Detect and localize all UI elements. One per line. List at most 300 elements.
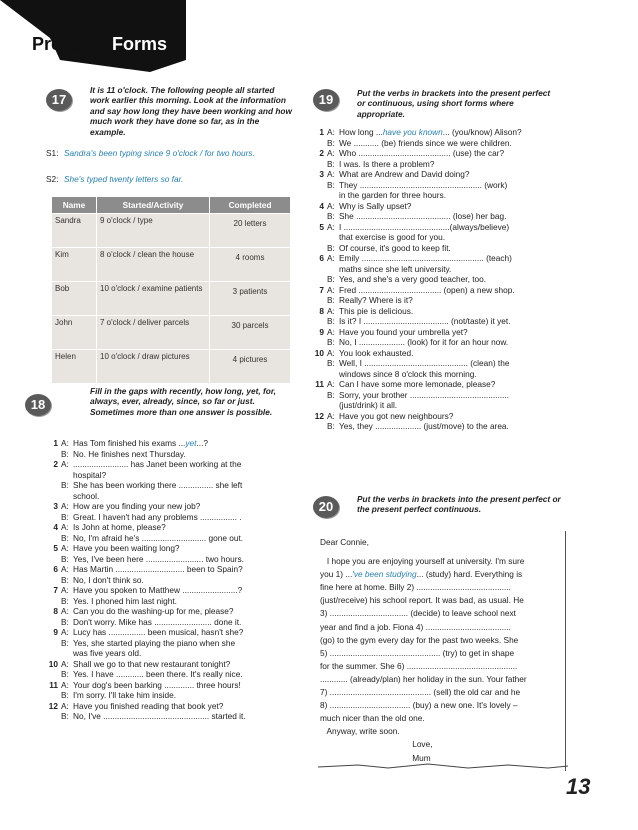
exercise-line (312, 295, 580, 306)
line-text-part: Yes, and she's a very good teacher, too. (339, 274, 487, 284)
line-text (73, 501, 298, 512)
line-text-part: No, I've .............................................. started it. (73, 711, 246, 721)
exercise-line (312, 306, 580, 317)
line-text (339, 306, 580, 317)
letter-line (320, 621, 565, 634)
speaker-label: B: (327, 421, 335, 431)
item-number (312, 159, 327, 170)
exercise-line (46, 638, 298, 649)
speaker-label: A: (61, 543, 69, 553)
exercise-line (46, 554, 298, 565)
speaker-label: A: (327, 253, 335, 263)
exercise-18-badge: 18 (25, 394, 51, 416)
exercise-19-lines (312, 127, 580, 432)
exercise-line (312, 138, 580, 149)
letter-line-part: Mum (320, 752, 431, 763)
exercise-line (312, 180, 580, 191)
exercise-line (312, 127, 580, 138)
speaker-label: B: (61, 511, 69, 522)
speaker-label: B: (61, 637, 69, 648)
line-text-part: Have you found your umbrella yet? (339, 326, 468, 337)
speaker-label (61, 648, 73, 659)
line-text (73, 669, 298, 680)
exercise-line (46, 659, 298, 670)
speaker-label: B: (327, 179, 335, 190)
item-number: 9 (53, 627, 58, 637)
line-text-part: Fred .................................... (open) a new shop. (339, 284, 515, 295)
line-text-part: that exercise is good for you. (339, 232, 446, 242)
line-text-part: Shall we go to that new restaurant tonight? (73, 658, 231, 669)
item-number (312, 264, 327, 275)
item-number: 5 (319, 221, 324, 232)
letter-line (320, 607, 565, 620)
speaker-label: A: (327, 326, 335, 337)
line-text (73, 470, 298, 481)
speaker-label: B: (327, 158, 335, 169)
speaker-label: B: (327, 316, 335, 326)
table-row (52, 248, 291, 282)
line-text-part: She has been working there ............... she left (73, 480, 243, 490)
cell-completed: 20 letters (210, 214, 291, 248)
cell-activity: 8 o'clock / clean the house (97, 248, 210, 282)
item-number (46, 533, 61, 544)
line-text (339, 169, 580, 180)
speaker-label: B: (327, 137, 335, 148)
line-text-part: (just/drink) it all. (339, 400, 398, 410)
exercise-line (46, 606, 298, 617)
line-text-part: I'm sorry. I'll take him inside. (73, 690, 177, 700)
exercise-line (46, 669, 298, 680)
item-number: 12 (314, 410, 324, 421)
line-text-part: windows since 8 o'clock this morning. (339, 368, 477, 379)
line-text (339, 148, 580, 159)
line-text-part: Has Martin .............................. been to Spain? (73, 564, 243, 574)
letter-line-part: much nicer than the old one. (320, 713, 425, 724)
item-number (46, 554, 61, 565)
unit-title-forms: Forms (112, 34, 168, 54)
exercise-line (46, 491, 298, 502)
exercise-line (46, 701, 298, 712)
speaker-label (327, 400, 339, 411)
example-answer: yet (185, 438, 197, 448)
line-text-part: Yes. I have ............ been there. It's really nice. (73, 669, 243, 679)
exercise-line (46, 501, 298, 512)
speaker-label: A: (61, 658, 69, 669)
item-number: 7 (319, 284, 324, 295)
line-text-part: ...? (196, 438, 208, 448)
exercise-line (46, 690, 298, 701)
example-text-1: Sandra's been typing since 9 o'clock / for two hours. (64, 148, 255, 158)
line-text (339, 180, 580, 191)
exercise-line (312, 201, 580, 212)
line-text (339, 400, 580, 411)
line-text (339, 411, 580, 422)
table-header-row (52, 197, 291, 214)
line-text-part: Yes, I've been here ......................... two hours. (73, 553, 244, 564)
speaker-label: B: (327, 295, 335, 305)
line-text (73, 648, 298, 659)
speaker-label (327, 232, 339, 243)
line-text-part: Can you do the washing-up for me, please? (73, 606, 234, 616)
line-text-part: Have you been waiting long? (73, 543, 180, 553)
item-number: 6 (53, 564, 58, 574)
exercise-line (312, 211, 580, 222)
line-text (73, 680, 298, 691)
line-text (73, 491, 298, 502)
example-label-2: S2: (46, 174, 59, 184)
line-text (339, 379, 580, 390)
line-text (339, 369, 580, 380)
item-number: 10 (314, 347, 324, 358)
speaker-label: A: (61, 585, 69, 595)
line-text (339, 232, 580, 243)
speaker-label: A: (327, 127, 335, 137)
letter-line-part: I hope you are enjoying yourself at university. I'm sure (320, 556, 525, 567)
item-number (312, 190, 327, 201)
speaker-label: B: (61, 669, 69, 679)
exercise-line (46, 438, 298, 449)
line-text (339, 337, 580, 348)
item-number (312, 369, 327, 380)
line-text (339, 190, 580, 201)
exercise-line (312, 390, 580, 401)
letter-line-part: Love, (320, 739, 433, 750)
item-number (312, 274, 327, 285)
exercise-line (312, 369, 580, 380)
letter-line (320, 660, 565, 673)
exercise-line (312, 327, 580, 338)
item-number: 4 (53, 522, 58, 532)
line-text (73, 659, 298, 670)
page-number: 13 (566, 774, 591, 799)
cell-name: Sandra (52, 214, 97, 248)
speaker-label: A: (61, 564, 69, 574)
speaker-label: B: (61, 595, 69, 606)
letter-line-part: (just/receive) his school report. It was bad, as usual. He (320, 595, 524, 606)
line-text (73, 533, 298, 544)
speaker-label: A: (327, 284, 335, 295)
speaker-label: B: (327, 211, 335, 221)
letter-line-part: (go) to the gym every day for the past two weeks. She (320, 634, 519, 645)
line-text (73, 480, 298, 491)
line-text (73, 627, 298, 638)
item-number: 11 (315, 379, 324, 389)
item-number: 12 (48, 700, 58, 711)
speaker-label: A: (61, 700, 69, 711)
line-text (73, 522, 298, 533)
speaker-label (327, 264, 339, 275)
letter-line (320, 712, 565, 725)
speaker-label: A: (327, 305, 335, 316)
speaker-label (61, 470, 73, 481)
line-text-part: ........................ has Janet been working at the (73, 459, 242, 469)
item-number (312, 295, 327, 306)
speaker-label: A: (327, 347, 335, 358)
line-text (73, 606, 298, 617)
item-number: 3 (319, 169, 324, 179)
item-number (46, 617, 61, 628)
speaker-label: B: (61, 574, 69, 585)
line-text (73, 617, 298, 628)
exercise-line (46, 480, 298, 491)
line-text (339, 201, 580, 212)
speaker-label: B: (327, 337, 335, 347)
line-text (339, 285, 580, 296)
item-number: 2 (319, 148, 324, 158)
exercise-18-instruction: Fill in the gaps with recently, how long, yet, for, always, ever, already, since, so far or just. Sometimes more than one answer is possible. (90, 386, 276, 417)
line-text (73, 575, 298, 586)
exercise-line (46, 512, 298, 523)
speaker-label: A: (327, 221, 335, 232)
line-text-part: No, I .................... (look) for it for an hour now. (339, 337, 509, 347)
line-text (73, 638, 298, 649)
speaker-label: B: (327, 274, 335, 284)
line-text-part: They ..................................................... (work) (339, 179, 508, 190)
item-number (46, 449, 61, 460)
exercise-line (312, 421, 580, 432)
exercise-line (46, 617, 298, 628)
item-number (312, 138, 327, 149)
line-text (339, 295, 580, 306)
speaker-label: B: (61, 690, 69, 700)
line-text (73, 438, 298, 449)
item-number (46, 512, 61, 523)
exercise-line (46, 470, 298, 481)
letter-text (320, 536, 565, 765)
example-label-1: S1: (46, 148, 59, 158)
speaker-label: A: (327, 148, 335, 158)
item-number: 6 (319, 253, 324, 263)
exercise-line (312, 400, 580, 411)
exercise-line (312, 316, 580, 327)
line-text-part: Have you spoken to Matthew ........................? (73, 585, 243, 595)
exercise-line (312, 253, 580, 264)
exercise-line (312, 159, 580, 170)
cell-completed: 3 patients (210, 282, 291, 316)
item-number: 10 (48, 658, 58, 669)
speaker-label: B: (327, 358, 335, 368)
item-number (46, 711, 61, 722)
letter-line (320, 536, 565, 549)
line-text (339, 159, 580, 170)
item-number: 5 (53, 543, 58, 553)
exercise-line (46, 449, 298, 460)
exercise-18-lines (46, 438, 298, 722)
line-text-part: Why is Sally upset? (339, 200, 412, 211)
line-text (339, 316, 580, 327)
item-number (312, 243, 327, 254)
line-text-part: ... (you/know) Alison? (442, 127, 522, 137)
cell-name: Kim (52, 248, 97, 282)
letter-line (320, 634, 565, 647)
line-text-part: Your dog's been barking ............. three hours! (73, 679, 241, 690)
exercise-19-badge: 19 (313, 89, 339, 111)
exercise-17-instruction: It is 11 o'clock. The following people all started work earlier this morning. Look at the information and say how long they have been working and how much work they have done so far, as in the example. (90, 85, 292, 137)
line-text (73, 564, 298, 575)
line-text-part: Don't worry. Mike has ......................... done it. (73, 616, 242, 627)
line-text-part: Great. I haven't had any problems ................ . (73, 511, 242, 522)
item-number: 4 (319, 200, 324, 211)
item-number: 1 (53, 438, 58, 448)
letter-line (320, 581, 565, 594)
exercise-line (312, 190, 580, 201)
line-text (339, 264, 580, 275)
exercise-line (312, 148, 580, 159)
cell-activity: 9 o'clock / type (97, 214, 210, 248)
line-text-part: Yes. I phoned him last night. (73, 595, 177, 606)
line-text (73, 512, 298, 523)
line-text-part: Have you got new neighbours? (339, 410, 454, 421)
line-text (339, 274, 580, 285)
line-text (73, 701, 298, 712)
exercise-line (312, 232, 580, 243)
letter-line (320, 686, 565, 699)
item-number: 7 (53, 585, 58, 595)
line-text (73, 585, 298, 596)
exercise-17-badge: 17 (46, 89, 72, 111)
exercise-line (312, 358, 580, 369)
item-number: 11 (49, 679, 58, 690)
line-text-part: in the garden for three hours. (339, 190, 447, 200)
line-text-part: Yes, they .................... (just/move) to the area. (339, 421, 509, 431)
line-text-part: Lucy has ................ been musical, hasn't she? (73, 627, 244, 637)
item-number (312, 421, 327, 432)
speaker-label: A: (327, 200, 335, 211)
line-text-part: Is it? I ..................................... (not/taste) it yet. (339, 316, 511, 326)
line-text (73, 596, 298, 607)
exercise-line (46, 648, 298, 659)
line-text (339, 253, 580, 264)
exercise-line (46, 585, 298, 596)
item-number (46, 491, 61, 502)
exercise-19-instruction: Put the verbs in brackets into the present perfect or continuous, using short forms where appropriate. (357, 88, 551, 119)
item-number (46, 669, 61, 680)
speaker-label (61, 491, 73, 502)
item-number (312, 180, 327, 191)
line-text (339, 327, 580, 338)
speaker-label: B: (61, 711, 69, 721)
cell-completed: 4 rooms (210, 248, 291, 282)
letter-line-part: 5) ................................................ (try) to get in shape (320, 647, 515, 658)
speaker-label: B: (61, 616, 69, 627)
speaker-label: A: (61, 627, 69, 637)
letter-line (320, 568, 565, 581)
exercise-line (46, 711, 298, 722)
line-text (339, 390, 580, 401)
item-number (312, 400, 327, 411)
line-text-part: This pie is delicious. (339, 305, 414, 316)
exercise-line (46, 564, 298, 575)
line-text (339, 222, 580, 233)
letter-line (320, 673, 565, 686)
exercise-line (312, 222, 580, 233)
example-text-2: She's typed twenty letters so far. (64, 174, 184, 184)
speaker-label: B: (327, 389, 335, 400)
exercise-line (312, 379, 580, 390)
item-number: 1 (319, 127, 324, 137)
line-text (73, 449, 298, 460)
line-text (339, 243, 580, 254)
line-text (73, 543, 298, 554)
letter-line-part: year and find a job. Fiona 4) ..................................... (320, 621, 511, 632)
line-text-part: How long ... (339, 127, 383, 137)
line-text-part: I was. Is there a problem? (339, 158, 435, 169)
item-number: 9 (319, 326, 324, 337)
letter-line-part: Anyway, write soon. (320, 726, 400, 737)
letter-line-part: 8) ................................... (buy) a new one. It's lovely – (320, 700, 518, 711)
item-number (46, 575, 61, 586)
line-text-part: Can I have some more lemonade, please? (339, 379, 496, 389)
line-text (339, 358, 580, 369)
table-row (52, 282, 291, 316)
speaker-label: A: (61, 522, 69, 532)
column-header-completed: Completed (210, 197, 291, 214)
line-text-part: No, I don't think so. (73, 574, 144, 585)
speaker-label: A: (61, 679, 69, 690)
speaker-label: A: (61, 606, 69, 616)
letter-line (320, 647, 565, 660)
unit-title-present: Present (32, 34, 99, 54)
line-text-part: Well, I ............................................. (clean) the (339, 358, 510, 368)
cell-completed: 4 pictures (210, 350, 291, 384)
line-text-part: Of course, it's good to keep fit. (339, 242, 451, 253)
line-text (73, 459, 298, 470)
item-number (46, 648, 61, 659)
letter-line-part: 3) .................................. (decide) to leave school next (320, 608, 516, 619)
table-row (52, 316, 291, 350)
letter-line-part: 7) ............................................ (sell) the old car and he (320, 687, 521, 698)
speaker-label: B: (61, 532, 69, 543)
cell-activity: 7 o'clock / deliver parcels (97, 316, 210, 350)
exercise-line (312, 274, 580, 285)
speaker-label: B: (327, 242, 335, 253)
line-text (339, 348, 580, 359)
item-number: 8 (53, 606, 58, 616)
item-number (312, 390, 327, 401)
cell-name: Helen (52, 350, 97, 384)
exercise-line (312, 243, 580, 254)
exercise-line (46, 459, 298, 470)
item-number (312, 316, 327, 327)
letter-line (320, 725, 565, 738)
letter-line (320, 738, 565, 751)
item-number (46, 596, 61, 607)
line-text (339, 138, 580, 149)
line-text-part: Have you finished reading that book yet? (73, 700, 224, 711)
line-text-part: hospital? (73, 469, 107, 480)
speaker-label: A: (327, 379, 335, 389)
example-sentence-2 (46, 174, 296, 184)
item-number (312, 211, 327, 222)
item-number: 2 (53, 459, 58, 469)
column-header-name: Name (52, 197, 97, 214)
cell-name: Bob (52, 282, 97, 316)
exercise-line (312, 285, 580, 296)
exercise-line (312, 264, 580, 275)
letter-line (320, 594, 565, 607)
line-text (73, 690, 298, 701)
line-text (73, 711, 298, 722)
exercise-line (312, 411, 580, 422)
line-text-part: school. (73, 490, 100, 501)
item-number: 3 (53, 501, 58, 511)
column-header-activity: Started/Activity (97, 197, 210, 214)
exercise-line (46, 543, 298, 554)
cell-activity: 10 o'clock / examine patients (97, 282, 210, 316)
letter-line-part: ............ (already/plan) her holiday in the sun. Your father (320, 673, 527, 684)
cell-name: John (52, 316, 97, 350)
exercise-line (312, 169, 580, 180)
